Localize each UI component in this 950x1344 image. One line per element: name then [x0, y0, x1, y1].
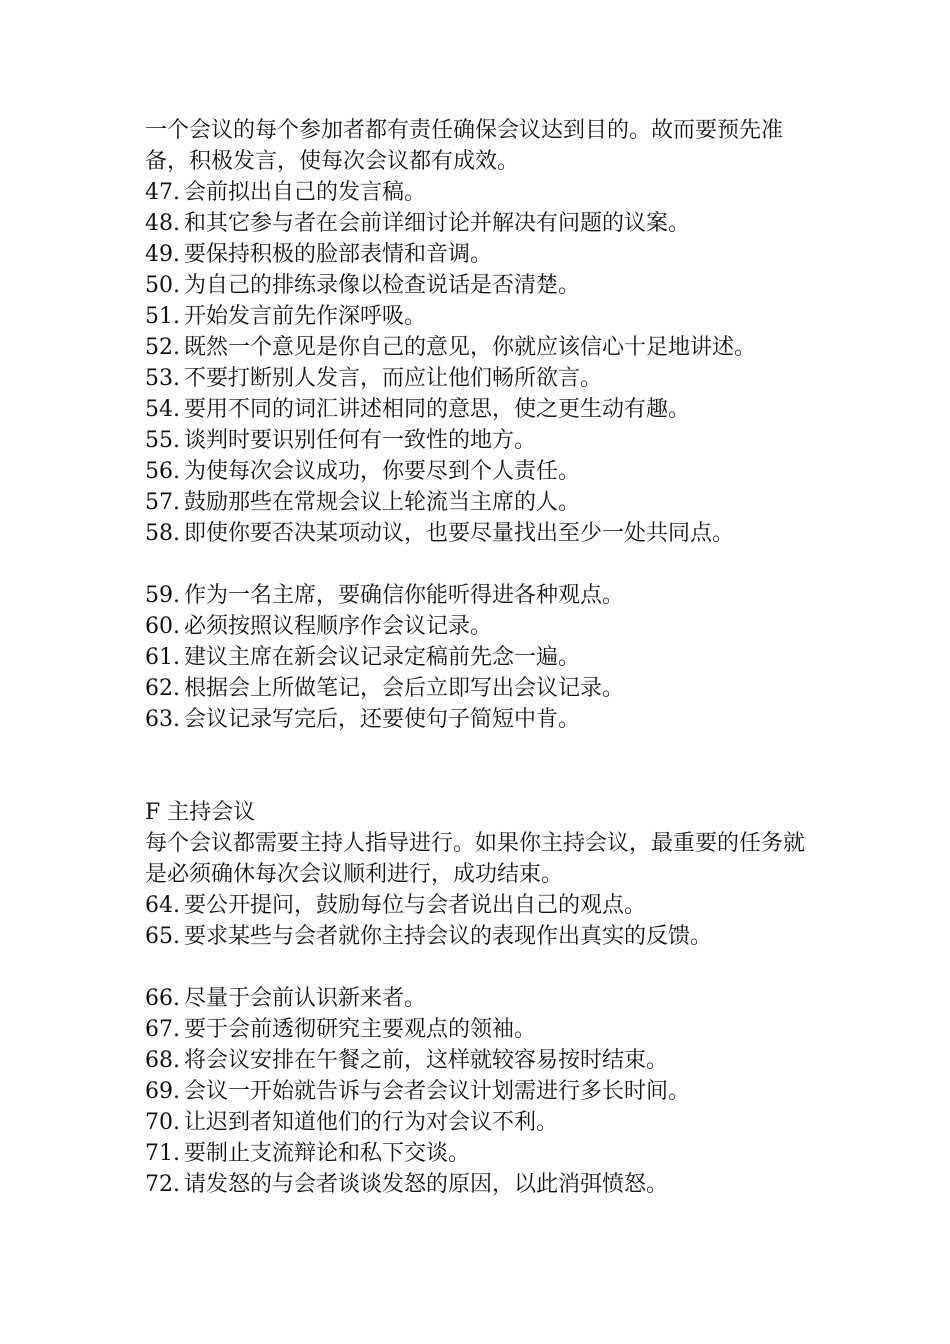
section-intro: 每个会议都需要主持人指导进行。如果你主持会议，最重要的任务就是必须确休每次会议顺利进行，成功结束。: [145, 831, 806, 887]
list-item: [145, 208, 825, 239]
item-number: 69.: [145, 1079, 180, 1104]
item-number: 60.: [145, 614, 180, 639]
item-text: 为使每次会议成功，你要尽到个人责任。: [184, 459, 581, 484]
item-text: 要于会前透彻研究主要观点的领袖。: [184, 1017, 537, 1042]
item-text: 让迟到者知道他们的行为对会议不利。: [184, 1110, 559, 1135]
item-text: 即使你要否决某项动议，也要尽量找出至少一处共同点。: [184, 521, 735, 546]
list-item: [145, 363, 825, 394]
list-item: [145, 456, 825, 487]
list-item: [145, 332, 825, 363]
hosting-list-b: [145, 983, 825, 1200]
list-item: [145, 1107, 825, 1138]
item-text: 要公开提问，鼓励每位与会者说出自己的观点。: [184, 893, 647, 918]
item-text: 尽量于会前认识新来者。: [184, 986, 427, 1011]
item-number: 62.: [145, 676, 180, 701]
item-number: 66.: [145, 986, 180, 1011]
item-number: 48.: [145, 211, 180, 236]
document-page: [145, 115, 825, 1200]
item-text: 既然一个意见是你自己的意见，你就应该信心十足地讲述。: [184, 335, 757, 360]
item-number: 65.: [145, 924, 180, 949]
item-number: 67.: [145, 1017, 180, 1042]
item-number: 50.: [145, 273, 180, 298]
item-number: 61.: [145, 645, 180, 670]
list-item: [145, 1045, 825, 1076]
item-number: 52.: [145, 335, 180, 360]
list-item: [145, 487, 825, 518]
item-text: 会前拟出自己的发言稿。: [184, 180, 427, 205]
item-number: 71.: [145, 1141, 180, 1166]
item-text: 要求某些与会者就你主持会议的表现作出真实的反馈。: [184, 924, 713, 949]
item-number: 59.: [145, 583, 180, 608]
item-text: 要用不同的词汇讲述相同的意思，使之更生动有趣。: [184, 397, 691, 422]
list-item: [145, 425, 825, 456]
item-text: 根据会上所做笔记，会后立即写出会议记录。: [184, 676, 625, 701]
item-number: 64.: [145, 893, 180, 918]
item-text: 作为一名主席，要确信你能听得进各种观点。: [184, 583, 625, 608]
list-item: [145, 270, 825, 301]
item-number: 63.: [145, 707, 180, 732]
item-number: 72.: [145, 1172, 180, 1197]
item-text: 会议一开始就告诉与会者会议计划需进行多长时间。: [184, 1079, 691, 1104]
item-number: 54.: [145, 397, 180, 422]
spacer: [145, 735, 825, 797]
list-item: [145, 611, 825, 642]
list-item: [145, 704, 825, 735]
item-number: 49.: [145, 242, 180, 267]
item-number: 70.: [145, 1110, 180, 1135]
item-text: 谈判时要识别任何有一致性的地方。: [184, 428, 537, 453]
item-text: 建议主席在新会议记录定稿前先念一遍。: [184, 645, 581, 670]
list-item: [145, 1169, 825, 1200]
list-item: [145, 301, 825, 332]
item-text: 不要打断别人发言，而应让他们畅所欲言。: [184, 366, 603, 391]
item-number: 56.: [145, 459, 180, 484]
item-number: 57.: [145, 490, 180, 515]
item-text: 和其它参与者在会前详细讨论并解决有问题的议案。: [184, 211, 691, 236]
list-item: [145, 673, 825, 704]
list-item: [145, 394, 825, 425]
item-text: 将会议安排在午餐之前，这样就较容易按时结束。: [184, 1048, 669, 1073]
hosting-list-a: [145, 890, 825, 952]
item-text: 必须按照议程顺序作会议记录。: [184, 614, 493, 639]
list-item: [145, 642, 825, 673]
item-text: 要保持积极的脸部表情和音调。: [184, 242, 493, 267]
list-item: [145, 580, 825, 611]
section-heading: F 主持会议: [145, 800, 256, 825]
item-number: 58.: [145, 521, 180, 546]
list-item: [145, 177, 825, 208]
list-item: [145, 921, 825, 952]
list-item: [145, 1076, 825, 1107]
item-number: 68.: [145, 1048, 180, 1073]
list-item: [145, 1014, 825, 1045]
spacer: [145, 549, 825, 580]
item-text: 开始发言前先作深呼吸。: [184, 304, 427, 329]
item-number: 47.: [145, 180, 180, 205]
tips-list-a: [145, 177, 825, 549]
item-text: 要制止支流辩论和私下交谈。: [184, 1141, 471, 1166]
item-number: 53.: [145, 366, 180, 391]
item-number: 51.: [145, 304, 180, 329]
item-text: 请发怒的与会者谈谈发怒的原因，以此消弭愤怒。: [184, 1172, 669, 1197]
section-intro: 一个会议的每个参加者都有责任确保会议达到目的。故而要预先准备，积极发言，使每次会议都有成效。: [145, 118, 784, 174]
item-number: 55.: [145, 428, 180, 453]
list-item: [145, 983, 825, 1014]
list-item: [145, 518, 825, 549]
tips-list-b: [145, 580, 825, 735]
spacer: [145, 952, 825, 983]
list-item: [145, 1138, 825, 1169]
list-item: [145, 890, 825, 921]
item-text: 鼓励那些在常规会议上轮流当主席的人。: [184, 490, 581, 515]
item-text: 为自己的排练录像以检查说话是否清楚。: [184, 273, 581, 298]
item-text: 会议记录写完后，还要使句子简短中肯。: [184, 707, 581, 732]
list-item: [145, 239, 825, 270]
